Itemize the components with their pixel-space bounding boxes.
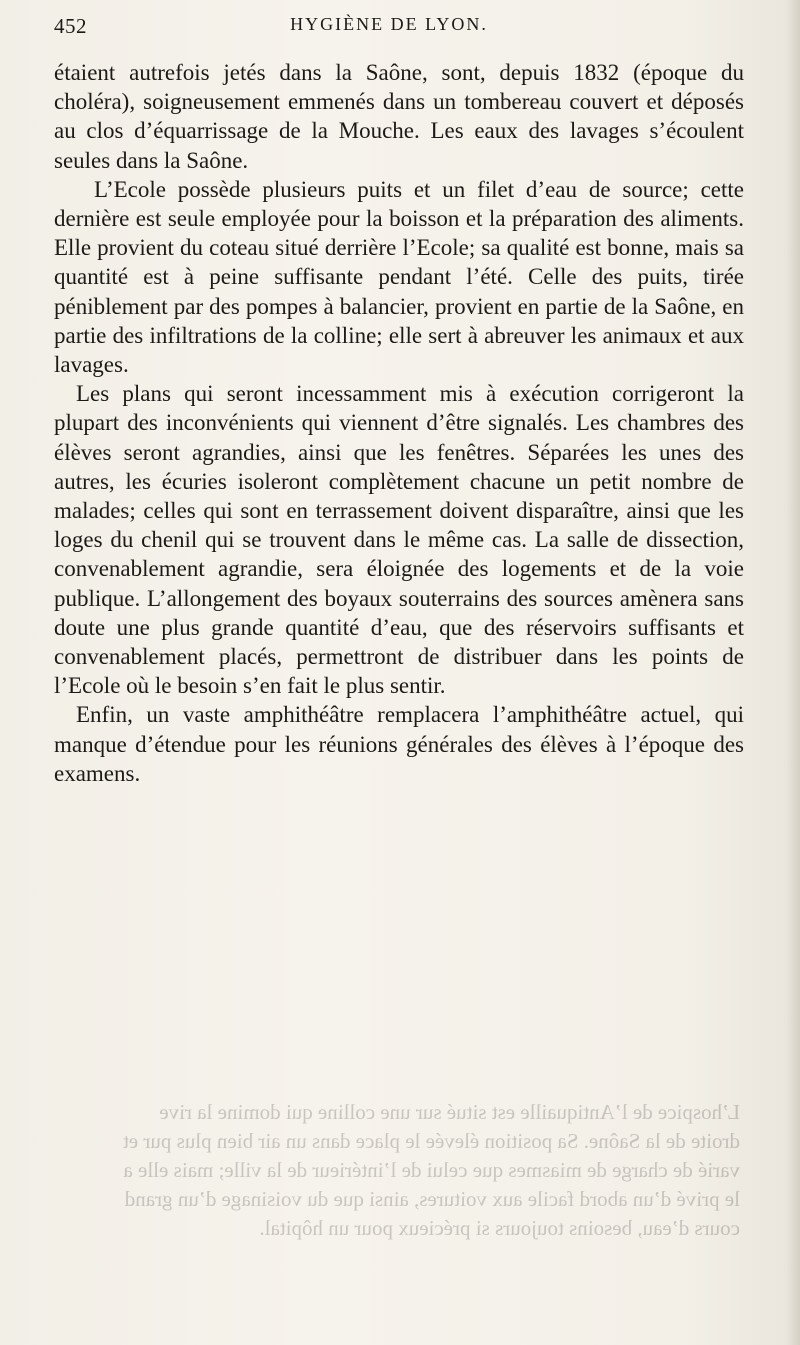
paragraph-3: Les plans qui seront incessamment mis à exécution corrigeront la plupart des inconvénients qui viennent d’être signalés. Les chambres des élèves seront agrandies, ainsi que les fenêtres. Séparées les unes des autres, les écuries isoleront complètement chacune un petit nombre de malades; celles qui sont en terrassement doivent disparaître, ainsi que les loges du chenil qui se trouvent dans le même cas. La salle de dissection, convenablement agrandie, sera éloignée des logements et de la voie publique. L’allongement des boyaux souterrains des sources amènera sans doute une plus grande quantité d’eau, que des réservoirs suffisants et convenablement placés, permettront de distribuer dans les points de l’Ecole où le besoin s’en fait le plus sentir.	[54, 381, 744, 699]
running-title: HYGIÈNE DE LYON.	[290, 14, 488, 34]
paragraph-2: L’Ecole possède plusieurs puits et un filet d’eau de source; cette dernière est seule employée pour la boisson et la préparation des aliments. Elle provient du coteau situé derrière l’Ecole; sa qualité est bonne, mais sa quantité est à peine suffisante pendant l’été. Celle des puits, tirée péniblement par des pompes à balancier, provient en partie de la Saône, en partie des infiltrations de la colline; elle sert à abreuver les animaux et aux lavages.	[54, 176, 744, 378]
paragraph-1: étaient autrefois jetés dans la Saône, sont, depuis 1832 (époque du choléra), soigneusement emmenés dans un tombereau couvert et déposés au clos d’équarrissage de la Mouche. Les eaux des lavages s’écoulent seules dans la Saône.	[54, 60, 744, 173]
page-number: 452	[54, 14, 87, 38]
body-text	[54, 58, 744, 788]
page-header	[54, 14, 724, 44]
bleed-through-text: L’hospice de l’Antiquaille est situé sur une colline qui domine la rive droite de la Saône. Sa position élevée le place dans un air bien plus pur et varié de charge de miasmes que celui de l’intérieur de la ville; mais elle a le privé d’un abord facile aux voitures, ainsi que du voisinage d’un grand cours d’eau, besoins toujours si précieux pour un hôpital.	[117, 1100, 740, 1240]
page-edge-shadow	[786, 0, 800, 1345]
paragraph-4: Enfin, un vaste amphithéâtre remplacera l’amphithéâtre actuel, qui manque d’étendue pour les réunions générales des élèves à l’époque des examens.	[54, 702, 744, 786]
